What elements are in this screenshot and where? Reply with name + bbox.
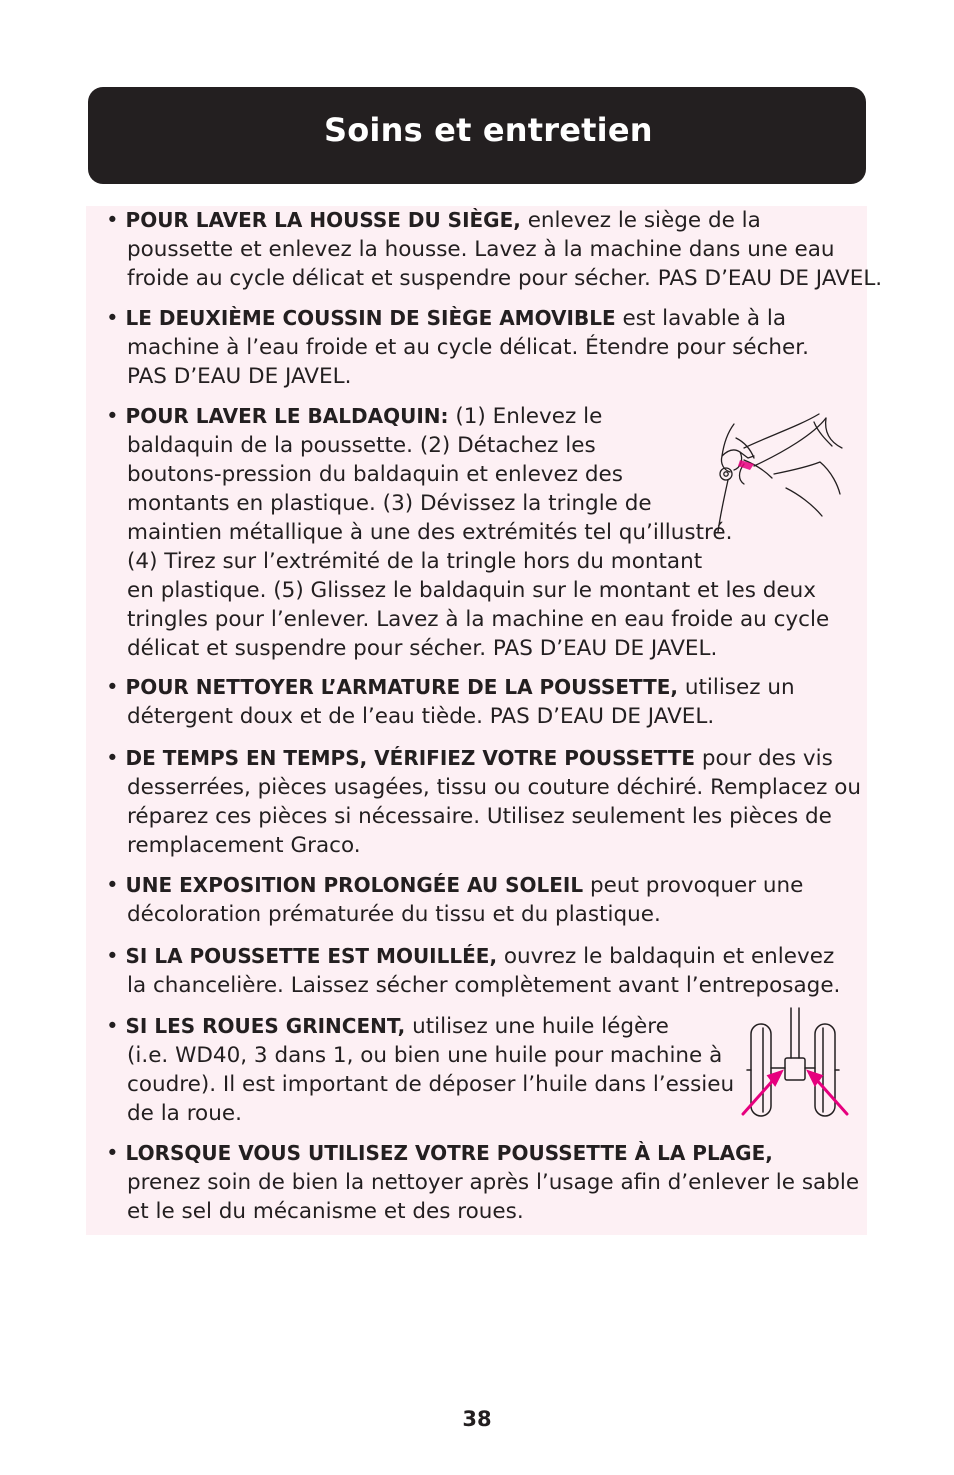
canopy-rod-illustration-icon xyxy=(714,412,854,544)
list-item-text: et le sel du mécanisme et des roues. xyxy=(127,1199,524,1224)
list-item-lead: • POUR LAVER LA HOUSSE DU SIÈGE, enlevez le siège de la xyxy=(106,208,761,233)
list-item-text: détergent doux et de l’eau tiède. PAS D’EAU DE JAVEL. xyxy=(127,704,715,729)
list-item-heading: UNE EXPOSITION PROLONGÉE AU SOLEIL xyxy=(125,873,584,897)
list-item-text: PAS D’EAU DE JAVEL. xyxy=(127,364,352,389)
list-item-text: poussette et enlevez la housse. Lavez à la machine dans une eau xyxy=(127,237,835,262)
list-item-text: maintien métallique à une des extrémités tel qu’illustré. xyxy=(127,520,733,545)
list-item-heading: POUR LAVER LA HOUSSE DU SIÈGE, xyxy=(125,208,521,232)
list-item xyxy=(106,942,866,1000)
list-item-text: décoloration prématurée du tissu et du plastique. xyxy=(127,902,661,927)
list-item-lead: • UNE EXPOSITION PROLONGÉE AU SOLEIL peut provoquer une xyxy=(106,873,804,898)
list-item-heading: POUR LAVER LE BALDAQUIN: xyxy=(125,404,449,428)
list-item xyxy=(106,744,866,860)
list-item-text: peut provoquer une xyxy=(583,873,804,898)
list-item-heading: SI LES ROUES GRINCENT, xyxy=(125,1014,406,1038)
list-item xyxy=(106,304,866,391)
list-item-text: réparez ces pièces si nécessaire. Utilisez seulement les pièces de xyxy=(127,804,832,829)
list-item-text: (1) Enlevez le xyxy=(448,404,603,429)
list-item-text: utilisez une huile légère xyxy=(405,1014,669,1039)
list-item-text: de la roue. xyxy=(127,1101,242,1126)
list-item-heading: SI LA POUSSETTE EST MOUILLÉE, xyxy=(125,944,498,968)
list-item-text: coudre). Il est important de déposer l’huile dans l’essieu xyxy=(127,1072,735,1097)
list-item xyxy=(106,206,883,293)
list-item xyxy=(106,871,866,929)
list-item-text: desserrées, pièces usagées, tissu ou couture déchiré. Remplacez ou xyxy=(127,775,861,800)
list-item-heading: POUR NETTOYER L’ARMATURE DE LA POUSSETTE, xyxy=(125,675,678,699)
list-item-text: pour des vis xyxy=(695,746,833,771)
list-item-text: machine à l’eau froide et au cycle délicat. Étendre pour sécher. xyxy=(127,335,809,360)
page-number: 38 xyxy=(462,1407,492,1431)
list-item-lead: • SI LES ROUES GRINCENT, utilisez une huile légère xyxy=(106,1014,669,1039)
list-item-text: utilisez un xyxy=(677,675,795,700)
list-item-text: (4) Tirez sur l’extrémité de la tringle hors du montant xyxy=(127,549,703,574)
list-item-text: enlevez le siège de la xyxy=(520,208,761,233)
section-header xyxy=(88,87,866,184)
list-item-heading: LE DEUXIÈME COUSSIN DE SIÈGE AMOVIBLE xyxy=(125,306,616,330)
list-item-heading: LORSQUE VOUS UTILISEZ VOTRE POUSSETTE À LA PLAGE, xyxy=(125,1141,773,1165)
list-item-lead: • LE DEUXIÈME COUSSIN DE SIÈGE AMOVIBLE est lavable à la xyxy=(106,306,787,331)
list-item xyxy=(106,1139,866,1226)
list-item-lead: • DE TEMPS EN TEMPS, VÉRIFIEZ VOTRE POUSSETTE pour des vis xyxy=(106,746,833,771)
list-item-text: tringles pour l’enlever. Lavez à la machine en eau froide au cycle xyxy=(127,607,830,632)
list-item-lead: • POUR NETTOYER L’ARMATURE DE LA POUSSETTE, utilisez un xyxy=(106,675,795,700)
list-item-lead: • LORSQUE VOUS UTILISEZ VOTRE POUSSETTE À LA PLAGE, xyxy=(106,1141,773,1166)
list-item-text: la chancelière. Laissez sécher complètement avant l’entreposage. xyxy=(127,973,841,998)
list-item-heading: DE TEMPS EN TEMPS, VÉRIFIEZ VOTRE POUSSETTE xyxy=(125,746,696,770)
list-item-text: boutons-pression du baldaquin et enlevez des xyxy=(127,462,623,487)
list-item-text: en plastique. (5) Glissez le baldaquin sur le montant et les deux xyxy=(127,578,816,603)
list-item-text: est lavable à la xyxy=(615,306,787,331)
list-item-lead: • POUR LAVER LE BALDAQUIN: (1) Enlevez le xyxy=(106,404,603,429)
list-item xyxy=(106,673,866,731)
list-item-text: remplacement Graco. xyxy=(127,833,361,858)
content-panel xyxy=(86,206,883,1235)
list-item-text: prenez soin de bien la nettoyer après l’usage afin d’enlever le sable xyxy=(127,1170,860,1195)
list-item-text: froide au cycle délicat et suspendre pour sécher. PAS D’EAU DE JAVEL. xyxy=(127,266,883,291)
wheel-axle-illustration-icon xyxy=(741,1006,851,1118)
list-item-text: ouvrez le baldaquin et enlevez xyxy=(497,944,835,969)
list-item-text: baldaquin de la poussette. (2) Détachez les xyxy=(127,433,596,458)
list-item-text: montants en plastique. (3) Dévissez la tringle de xyxy=(127,491,652,516)
list-item-text: délicat et suspendre pour sécher. PAS D’EAU DE JAVEL. xyxy=(127,636,718,661)
list-item-text: (i.e. WD40, 3 dans 1, ou bien une huile pour machine à xyxy=(127,1043,723,1068)
list-item-lead: • SI LA POUSSETTE EST MOUILLÉE, ouvrez le baldaquin et enlevez xyxy=(106,944,835,969)
page-title: Soins et entretien xyxy=(324,111,653,149)
